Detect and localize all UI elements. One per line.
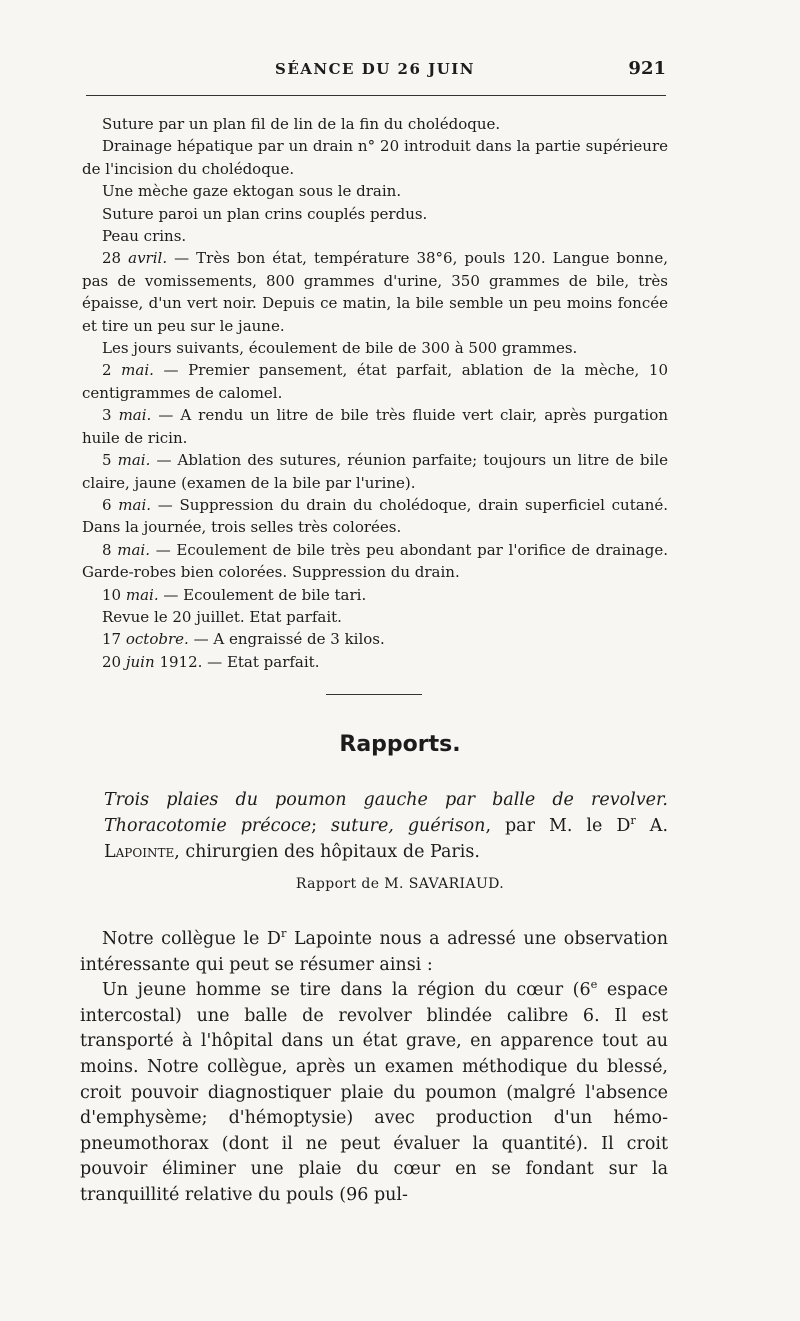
paragraph [82, 651, 668, 673]
paragraph [82, 247, 668, 337]
date-month: mai. [117, 540, 150, 559]
text-run: Notre collègue le D [102, 929, 281, 949]
date-day: 5 [102, 451, 112, 470]
entry-text: — A rendu un litre de bile très fluide vert clair, après purgation huile de ricin. [82, 406, 668, 447]
paragraph: Revue le 20 juillet. Etat parfait. [102, 607, 342, 626]
title-rest: , chirurgien des hôpitaux de Paris. [174, 842, 480, 862]
title-sep: ; [311, 816, 332, 836]
date-month: mai. [121, 361, 154, 380]
date-day: 8 [102, 540, 112, 559]
date-day: 17 [102, 630, 122, 649]
date-day: 2 [102, 361, 112, 380]
text-run: Un jeune homme se tire dans la région du cœur (6 [102, 980, 591, 1001]
entry-text: — Très bon état, température 38°6, pouls 120. Langue bonne, pas de vomissements, 800 grammes d'urine, 350 grammes de bile, très épaisse, d'un vert noir. Depuis ce matin, la bile semble un peu moins foncée et tire un peu sur le jaune. [82, 249, 668, 335]
paragraph [82, 404, 668, 449]
paragraph: Les jours suivants, écoulement de bile de 300 à 500 grammes. [102, 339, 578, 358]
rapporteur-line: Rapport de M. SAVARIAUD. [295, 876, 505, 892]
entry-text: — Ablation des sutures, réunion parfaite; toujours un litre de bile claire, jaune (examen de la bile par l'urine). [82, 451, 668, 492]
paragraph: Suture par un plan fil de lin de la fin du cholédoque. [102, 115, 501, 133]
entry-text: — Premier pansement, état parfait, ablation de la mèche, 10 centigrammes de calomel. [82, 361, 668, 402]
text-run: espace intercostal) une balle de revolver blindée calibre 6. Il est transporté à l'hôpital dans un état grave, en apparence tout au moins. Notre collègue, après un examen méthodique du blessé, croit pouvoir diagnostiquer plaie du poumon (malgré l'absence d'emphysème; d'hémoptysie) avec production d'un hémo-pneumothorax (dont il ne peut évaluer la quantité). Il croit pouvoir éliminer une plaie du cœur en se fondant sur la tranquillité relative du pouls (96 pul- [80, 980, 668, 1205]
title-italic-1: Trois plaies du poumon gauche par balle de revolver. Thoracotomie précoce [104, 790, 668, 836]
title-name-a: A. [635, 816, 669, 836]
text-run: Lapointe nous a adressé une observation intéressante qui peut se résumer ainsi : [80, 929, 668, 975]
paragraph [82, 449, 668, 494]
author-name: Lapointe [104, 842, 175, 862]
header-title: SÉANCE DU 26 JUIN [274, 60, 476, 78]
date-year: 1912. [159, 652, 203, 671]
page-number: 921 [628, 58, 666, 79]
date-day: 20 [102, 652, 122, 671]
paragraph [80, 978, 668, 1208]
date-day: 10 [102, 585, 122, 604]
entry-text: — Suppression du drain du cholédoque, drain superficiel cutané. Dans la journée, trois selles très colorées. [82, 495, 668, 537]
entry-text: — A engraissé de 3 kilos. [193, 630, 385, 649]
title-italic-2: suture, guérison [331, 816, 486, 836]
paragraph [82, 628, 668, 650]
section-separator [326, 694, 422, 695]
date-month: avril. [128, 249, 168, 268]
paragraph: Une mèche gaze ektogan sous le drain. [102, 182, 402, 201]
running-header [82, 58, 668, 86]
date-month: mai. [118, 495, 152, 514]
entry-text: — Ecoulement de bile très peu abondant par l'orifice de drainage. Garde-robes bien colorées. Suppression du drain. [82, 540, 668, 582]
date-month: octobre. [125, 630, 189, 649]
paragraph [82, 359, 668, 404]
report-title-text [80, 787, 668, 865]
title-by: , par M. le D [485, 816, 631, 836]
observation-text [82, 113, 668, 673]
date-month: juin [125, 652, 155, 671]
date-day: 28 [102, 249, 122, 268]
superscript: r [280, 926, 287, 941]
title-sup: r [630, 813, 636, 828]
paragraph [80, 927, 668, 978]
entry-text: — Etat parfait. [207, 652, 320, 671]
paragraph: Suture paroi un plan crins couplés perdus. [102, 204, 428, 223]
paragraph [82, 584, 668, 606]
paragraph [82, 494, 668, 539]
report-title [80, 787, 668, 865]
paragraph: Peau crins. [102, 227, 187, 246]
superscript: e [590, 977, 598, 992]
date-month: mai. [117, 451, 151, 470]
section-heading: Rapports. [339, 732, 461, 757]
header-rule [86, 95, 666, 96]
date-month: mai. [118, 406, 152, 425]
date-day: 6 [102, 495, 112, 514]
paragraph: Drainage hépatique par un drain n° 20 introduit dans la partie supérieure de l'incision du cholédoque. [82, 137, 668, 178]
paragraph [82, 539, 668, 584]
report-body [80, 927, 668, 1209]
date-month: mai. [125, 585, 159, 604]
entry-text: — Ecoulement de bile tari. [163, 585, 367, 604]
date-day: 3 [102, 406, 112, 425]
